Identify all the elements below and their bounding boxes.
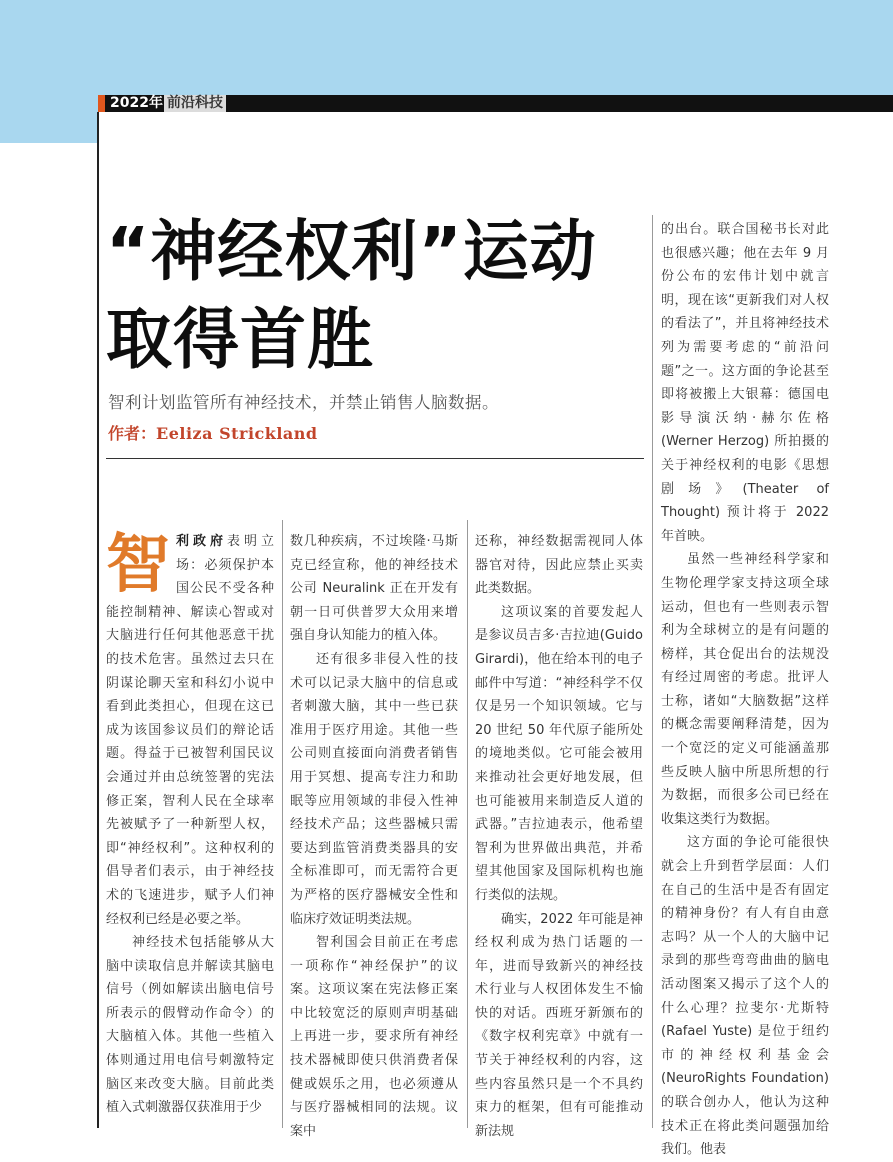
column-4: [661, 218, 829, 1162]
byline-label: 作者：: [108, 424, 157, 443]
page-edge: [97, 112, 99, 1128]
title-divider: [106, 458, 644, 459]
drop-cap: 智: [106, 528, 170, 602]
background-top: [0, 0, 893, 95]
paragraph: 神经技术包括能够从大脑中读取信息并解读其脑电信号（例如解读出脑电信号所表示的假臂动作命令）的大脑植入体。其他一些植入体则通过用电信号刺激特定脑区来改变大脑。目前此类植入式刺激器仅获准用于少: [106, 935, 274, 1116]
header-accent: [98, 95, 105, 112]
paragraph: 这方面的争论可能很快就会上升到哲学层面：人们在自己的生活中是否有固定的精神身份？有人有自由意志吗？从一个人的大脑中记录到的那些弯弯曲曲的脑电活动图案又揭示了这个人的什么心理？拉斐尔·尤斯特 (Rafael Yuste) 是位于纽约市的神经权利基金会 (NeuroRights Foundation) 的联合创办人，他认为这种技术正在将此类问题强加给我们。他表: [661, 835, 829, 1158]
header-year: 2022年: [110, 95, 163, 111]
paragraph: 智利国会目前正在考虑一项称作“神经保护”的议案。这项议案在宪法修正案中比较宽泛的原则声明基础上再进一步，要求所有神经技术器械即使只供消费者保健或娱乐之用，也必须遵从与医疗器械相同的法规。议案中: [290, 935, 458, 1139]
paragraph: 确实，2022 年可能是神经权利成为热门话题的一年，进而导致新兴的神经技术行业与人权团体发生不愉快的对话。西班牙新颁布的《数字权利宪章》中就有一节关于神经权利的内容，这些内容虽然只是一个不具约束力的框架，但有可能推动新法规: [475, 911, 643, 1139]
column-2: [290, 530, 458, 1143]
article-subtitle: 智利计划监管所有神经技术，并禁止销售人脑数据。: [108, 393, 499, 412]
article-title: [106, 208, 646, 384]
column-1: [106, 530, 274, 1120]
paragraph-text: 表明立场：必须保护本国公民不受各种能控制精神、解读心智或对大脑进行任何其他恶意干扰的技术危害。虽然过去只在阴谋论聊天室和科幻小说中看到此类担心，但现在这已成为该国参议员们的辩论话题。得益于已被智利国民议会通过并由总统签署的宪法修正案，智利人民在全球率先被赋予了一种新型人权，即“神经权利”。这种权利的倡导者们表示，由于神经技术的飞速进步，赋予人们神经权利已经是必要之举。: [106, 534, 274, 927]
column-3: [475, 530, 643, 1143]
author-name: Eeliza Strickland: [156, 424, 318, 443]
paragraph: 还有很多非侵入性的技术可以记录大脑中的信息或者刺激大脑，其中一些已获准用于医疗用途。其他一些公司则直接面向消费者销售用于冥想、提高专注力和助眠等应用领域的非侵入性神经技术产品；这些器械只需要达到监管消费类器具的安全标准即可，而无需符合更为严格的医疗器械安全性和临床疗效证明类法规。: [290, 651, 458, 927]
column-divider-2: [467, 520, 468, 1128]
paragraph: 的出台。联合国秘书长对此也很感兴趣；他在去年 9 月份公布的宏伟计划中就言明，现在该“更新我们对人权的看法了”，并且将神经技术列为需要考虑的“前沿问题”之一。这方面的争论甚至即将被搬上大银幕：德国电影导演沃纳·赫尔佐格 (Werner Herzog) 所拍摄的关于神经权利的电影《思想剧场》(Theater of Thought) 预计将于 2022 年首映。: [661, 222, 829, 544]
byline: [108, 422, 318, 446]
paragraph: 这项议案的首要发起人是参议员吉多·吉拉迪(Guido Girardi)，他在给本刊的电子邮件中写道：“神经科学不仅仅是另一个知识领域。它与 20 世纪 50 年代原子能所处的境地类似。它可能会被用来推动社会更好地发展，但也可能被用来制造反人道的武器。”吉拉迪表示，他希望智利为世界做出典范，并希望其他国家及国际机构也施行类似的法规。: [475, 604, 643, 903]
background-left: [0, 95, 98, 143]
title-line-2: 取得首胜: [106, 301, 374, 378]
column-divider-3: [652, 215, 653, 1128]
paragraph: 数几种疾病，不过埃隆·马斯克已经宣称，他的神经技术公司 Neuralink 正在开发有朝一日可供普罗大众用来增强自身认知能力的植入体。: [290, 534, 458, 644]
paragraph: 还称，神经数据需视同人体器官对待，因此应禁止买卖此类数据。: [475, 534, 643, 597]
paragraph: 虽然一些神经科学家和生物伦理学家支持这项全球运动，但也有一些则表示智利为全球树立的是有问题的榜样，其仓促出台的法规没有经过周密的考虑。批评人士称，诸如“大脑数据”这样的概念需要阐释清楚，因为一个宽泛的定义可能涵盖那些反映人脑中所思所想的行为数据，而很多公司已经在收集这类行为数据。: [661, 552, 829, 827]
column-divider-1: [282, 520, 283, 1128]
title-line-1: “神经权利”运动: [106, 213, 597, 290]
header-section: 前沿科技: [164, 95, 226, 112]
paragraph: [106, 530, 274, 931]
lead-in: 利政府: [176, 534, 227, 549]
